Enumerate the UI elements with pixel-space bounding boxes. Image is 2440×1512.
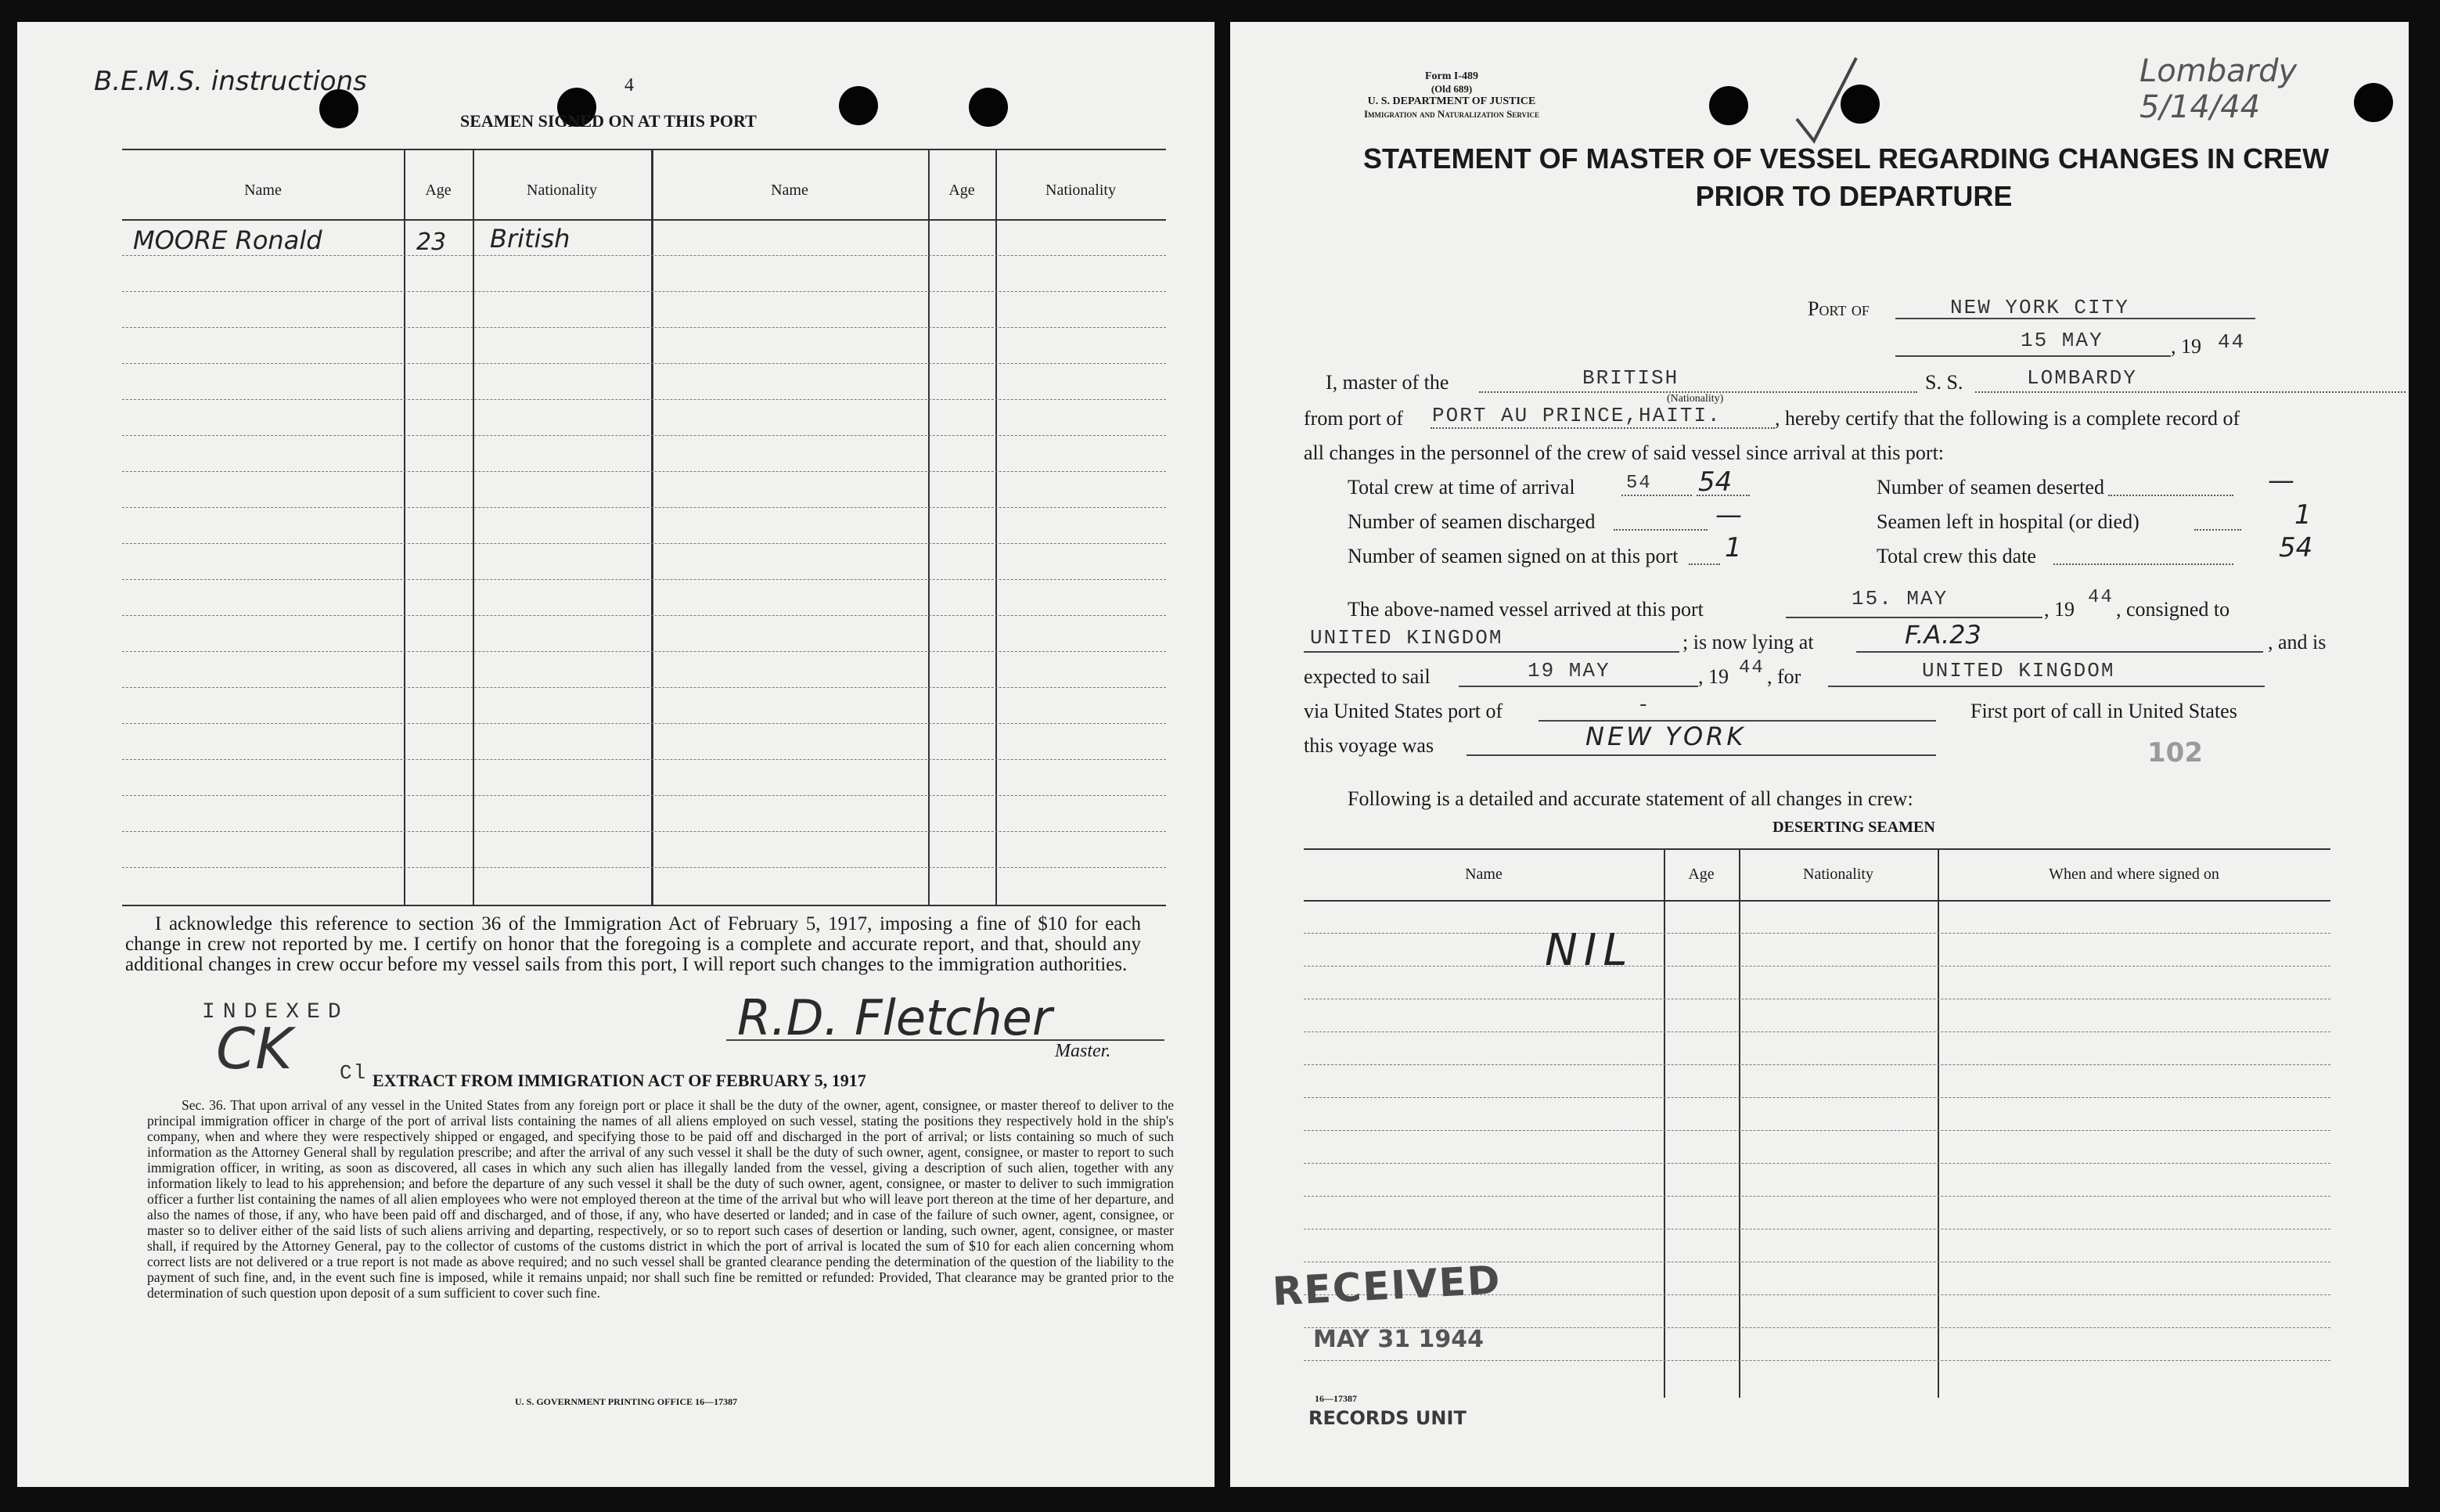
deserting-title: DESERTING SEAMEN <box>1772 819 1935 836</box>
master-of-label: I, master of the <box>1326 371 1449 394</box>
seamen-signed-on-table <box>122 149 1166 906</box>
port-value: NEW YORK CITY <box>1950 296 2129 319</box>
department: U. S. DEPARTMENT OF JUSTICE <box>1367 95 1536 107</box>
handwritten-note: B.E.M.S. instructions <box>94 66 367 97</box>
for-label: , for <box>1767 665 1801 688</box>
acknowledgement-text: I acknowledge this reference to section 36 of the Immigration Act of February 5, 1917, imposing a fine of $10 for each change in crew not reported by me. I certify on honor that the foregoing is a complete and accurate report, and that, should any additional changes in crew occur before my vessel sails from this port, I will report such changes to the immigration authorities. <box>125 913 1141 975</box>
voyage-value: NEW YORK <box>1585 722 1747 751</box>
deserted-label: Number of seamen deserted <box>1877 476 2104 499</box>
sail-year: 44 <box>1739 657 1765 679</box>
column-header: Nationality <box>1045 182 1116 199</box>
lying-label: ; is now lying at <box>1682 631 1814 653</box>
column-header: Nationality <box>1803 866 1873 883</box>
discharged-value: — <box>1715 499 1742 531</box>
column-header: When and where signed on <box>2049 866 2219 883</box>
punch-hole <box>969 88 1008 127</box>
indexed-initials: CK <box>216 1016 293 1082</box>
printing-office: U. S. GOVERNMENT PRINTING OFFICE 16—17387 <box>515 1396 738 1407</box>
lying-value: F.A.23 <box>1905 620 1981 650</box>
for-value: UNITED KINGDOM <box>1922 659 2115 682</box>
deserting-entry: NIL <box>1545 925 1634 976</box>
signed-on-label: Number of seamen signed on at this port <box>1348 545 1679 567</box>
records-unit-stamp: RECORDS UNIT <box>1308 1407 1467 1429</box>
ship-value: LOMBARDY <box>2027 366 2137 390</box>
received-stamp: RECEIVED <box>1271 1257 1503 1315</box>
port-label: Port of <box>1808 297 1870 320</box>
column-header: Age <box>425 182 452 199</box>
column-header: Age <box>1688 866 1715 883</box>
hospital-label: Seamen left in hospital (or died) <box>1877 510 2139 533</box>
deserting-seamen-table <box>1304 848 2330 1398</box>
page-number: 4 <box>624 75 634 95</box>
following-text: Following is a detailed and accurate statement of all changes in crew: <box>1348 787 1913 810</box>
ss-label: S. S. <box>1925 371 1963 394</box>
punch-hole <box>839 86 878 125</box>
cl-mark: Cl <box>340 1061 368 1085</box>
column-header: Name <box>771 182 808 199</box>
first-port-label: First port of call in United States <box>1970 700 2237 722</box>
discharged-label: Number of seamen discharged <box>1348 510 1596 533</box>
from-port-label: from port of <box>1304 407 1404 430</box>
year-prefix: , 19 <box>2171 335 2201 358</box>
hospital-value: 1 <box>2294 499 2312 531</box>
seaman-nationality: British <box>490 224 570 254</box>
sail-label: expected to sail <box>1304 665 1431 688</box>
and-is-label: , and is <box>2268 631 2327 653</box>
arrived-label: The above-named vessel arrived at this port <box>1348 598 1704 621</box>
extract-title: EXTRACT FROM IMMIGRATION ACT OF FEBRUARY 5, 1917 <box>372 1071 866 1090</box>
right-page: Form I-489 (Old 689) U. S. DEPARTMENT OF JUSTICE Immigration and Naturalization Service Lombardy 5/14/44 STATEMENT OF MASTER OF VESSEL REGARDING CHANGES IN CREW PRIOR TO DEPARTURE Port of NEW YORK CITY 15 MAY , 19 44 I, master of the BRITISH (Nationality) S. S. LOMBARDY from port of PORT AU PRINCE,HAITI. , hereby certify that the following is a complete record of all changes in the personnel of the crew of said vessel since arrival at this port: Total crew at time of arrival 54 54 Number of seamen deserted — Number of seamen discharged — Seamen left in hospital (or died) 1 Number of seamen signed on at this port 1 Total crew this date 54 The above-named vessel arrived at this port 15. MAY , 19 44 , consigned to UNITED KINGDOM ; is now lying at F.A.23 , and is expected to sail 19 MAY , 19 44 , for UNITED KINGDOM via United States port of - First port of call in United States this voyage was NEW YORK 102 Following is a detailed and accurate statement of all changes in crew: DESERTING SEAMEN Name Age Nationality When and where signed on NIL RECEIVED MAY 31 1944 16—17387 RECORDS UNIT <box>1230 22 2409 1487</box>
total-arrival-hand: 54 <box>1698 466 1733 498</box>
seaman-name: MOORE Ronald <box>133 225 322 255</box>
column-header: Name <box>244 182 282 199</box>
received-date: MAY 31 1944 <box>1313 1326 1485 1353</box>
deserted-value: — <box>2268 465 2294 496</box>
master-signature: R.D. Fletcher <box>737 989 1053 1046</box>
certify-text: , hereby certify that the following is a complete record of <box>1775 407 2240 430</box>
total-date-value: 54 <box>2279 532 2313 563</box>
seaman-age: 23 <box>416 229 447 256</box>
via-label: via United States port of <box>1304 700 1503 722</box>
via-value: - <box>1637 693 1651 717</box>
from-port-value: PORT AU PRINCE,HAITI. <box>1432 404 1722 427</box>
consigned-value: UNITED KINGDOM <box>1310 626 1503 650</box>
arrived-year: 44 <box>2088 587 2114 608</box>
column-header: Name <box>1465 866 1503 883</box>
form-old-number: (Old 689) <box>1431 83 1473 95</box>
indexed-stamp: INDEXED <box>202 1000 349 1024</box>
all-changes-text: all changes in the personnel of the crew of said vessel since arrival at this port: <box>1304 441 1945 464</box>
signed-on-value: 1 <box>1725 532 1742 563</box>
column-header: Age <box>948 182 975 199</box>
stamp-number: 102 <box>2147 737 2203 769</box>
total-date-label: Total crew this date <box>1877 545 2036 567</box>
nationality-value: BRITISH <box>1582 366 1679 390</box>
nationality-caption: (Nationality) <box>1667 393 1724 405</box>
column-header: Nationality <box>527 182 597 199</box>
form-number: Form I-489 <box>1424 70 1479 82</box>
consigned-label: , consigned to <box>2116 598 2230 621</box>
service: Immigration and Naturalization Service <box>1363 108 1540 120</box>
form-title-line1: STATEMENT OF MASTER OF VESSEL REGARDING CHANGES IN CREW <box>1363 142 2330 175</box>
extract-text: Sec. 36. That upon arrival of any vessel in the United States from any foreign port or place it shall be the duty of the owner, agent, consignee, or master thereof to deliver to the principal immigration officer in charge of the port of arrival lists containing the names of all aliens employed on such vessel, stating the positions they respectively hold in the ship's company, when and where they were respectively shipped or engaged, and specifying those to be paid off and discharged in the port of arrival; or lists containing so much of such information as the Attorney General shall by regulation prescribe; and after the arrival of any such vessel it shall be the duty of such owner, agent, consignee, or master to report to such immigration officer, in writing, as soon as discovered, all cases in which any such alien has illegally landed from the vessel, giving a description of such alien, together with any information likely to lead to his apprehension; and before the departure of any such vessel it shall be the duty of such owner, agent, consignee, or master to deliver to such immigration officer a further list containing the names of all alien employees who were not employed thereon at the time of the arrival but who will leave port thereon at the time of her departure, and also the names of those, if any, who have been paid off and discharged, and of those, if any, who have deserted or landed; and in case of the failure of such owner, agent, consignee, or master so to deliver either of the said lists of such aliens arriving and departing, respectively, or so to report such cases of desertion or landing, such owner, agent, consignee, or master shall, if required by the Attorney General, pay to the collector of customs of the customs district in which the port of arrival is located the sum of $10 for each alien concerning whom correct lists are not delivered or a true report is not made as above required; and no such vessel shall be granted clearance pending the determination of the question of the liability to the payment of such fine, and, in the event such fine is imposed, while it remains unpaid; nor shall such fine be remitted or refunded: Provided, That clearance may be granted prior to the determination of such question upon deposit of a sum sufficient to cover such fine. <box>147 1097 1174 1301</box>
total-arrival-label: Total crew at time of arrival <box>1348 476 1575 499</box>
check-mark-icon <box>1790 53 1861 147</box>
section-title: SEAMEN SIGNED ON AT THIS PORT <box>460 111 757 131</box>
sail-value: 19 MAY <box>1528 659 1610 682</box>
voyage-label: this voyage was <box>1304 734 1434 757</box>
master-label: Master. <box>1055 1041 1111 1061</box>
punch-hole <box>1709 86 1748 125</box>
print-code: 16—17387 <box>1315 1393 1357 1404</box>
corner-note: Lombardy 5/14/44 <box>2139 53 2298 125</box>
left-page <box>17 22 1215 1487</box>
form-title-line2: PRIOR TO DEPARTURE <box>1695 180 2013 212</box>
date-value: 15 MAY <box>2021 329 2104 352</box>
arrived-value: 15. MAY <box>1852 587 1949 610</box>
year-value: 44 <box>2218 330 2246 354</box>
total-arrival-value: 54 <box>1626 473 1652 494</box>
